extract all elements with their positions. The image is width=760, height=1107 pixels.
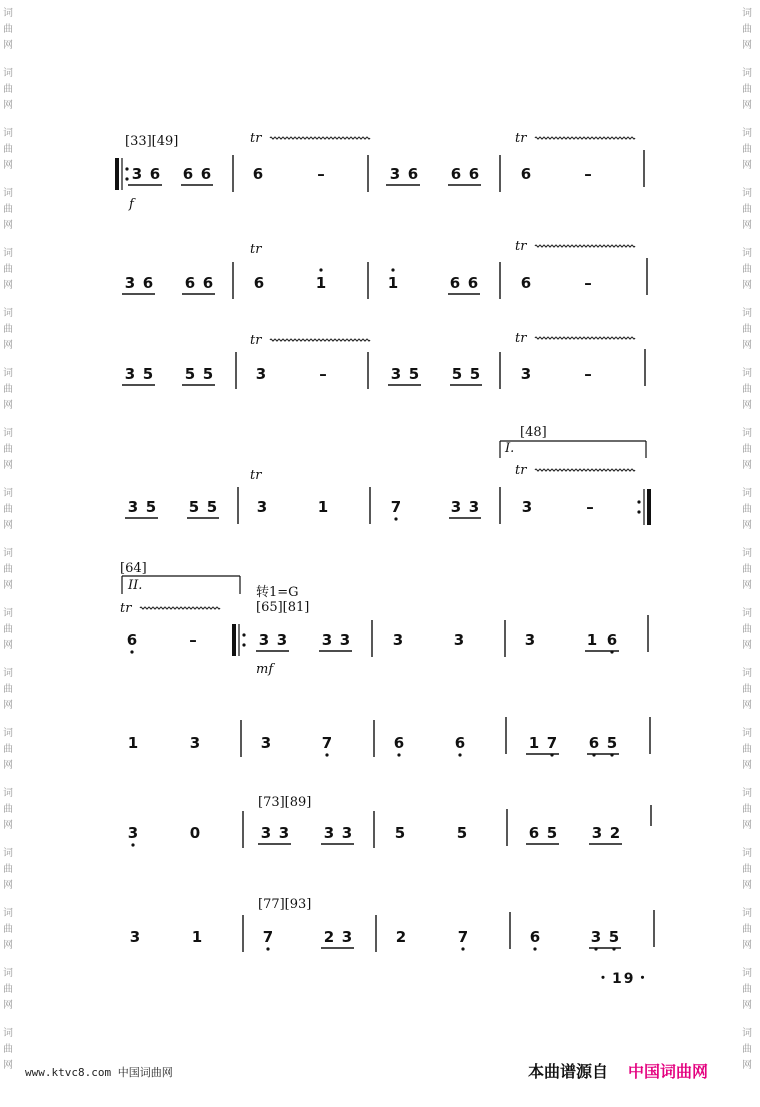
note: 6 <box>393 734 405 752</box>
note: 6 <box>253 274 265 292</box>
watermark-char: 曲 <box>3 84 13 95</box>
trill-wave <box>535 245 635 247</box>
note: 0 <box>189 824 201 842</box>
watermark-char: 曲 <box>742 1044 752 1055</box>
note: 3 <box>520 365 532 383</box>
watermark-char: 曲 <box>742 804 752 815</box>
watermark-char: 网 <box>742 400 752 411</box>
footer-source <box>528 1059 708 1082</box>
watermark-char: 词 <box>3 788 13 799</box>
watermark-char: 网 <box>742 940 752 951</box>
repeat-dot <box>242 633 245 636</box>
watermark-char: 网 <box>3 460 13 471</box>
repeat-dot <box>125 177 128 180</box>
note-dot-below <box>130 650 133 653</box>
watermark-char: 曲 <box>742 84 752 95</box>
watermark-char: 曲 <box>3 264 13 275</box>
trill-wave <box>535 469 635 471</box>
note: 6 <box>449 274 461 292</box>
note: 3 <box>341 928 353 946</box>
note: 1 <box>387 274 399 292</box>
repeat-dot <box>242 643 245 646</box>
note: 5 <box>451 365 463 383</box>
note: 7 <box>321 734 333 752</box>
watermark-char: 网 <box>742 340 752 351</box>
watermark-char: 曲 <box>742 144 752 155</box>
watermark-char: 网 <box>742 1000 752 1011</box>
watermark-char: 网 <box>3 640 13 651</box>
note: 6 <box>149 165 161 183</box>
watermark-char: 网 <box>742 880 752 891</box>
note: 3 <box>260 734 272 752</box>
rehearsal-mark: [73][89] <box>258 795 312 810</box>
note: 6 <box>520 165 532 183</box>
watermark-char: 曲 <box>3 624 13 635</box>
watermark-char: 词 <box>3 908 13 919</box>
note: – <box>586 498 594 516</box>
note: 2 <box>609 824 621 842</box>
note: 6 <box>520 274 532 292</box>
watermark-char: 网 <box>3 880 13 891</box>
note: – <box>319 365 327 383</box>
note: 5 <box>469 365 481 383</box>
watermark-char: 词 <box>3 188 13 199</box>
footer-source-name[interactable]: 中国词曲网 <box>628 1062 709 1081</box>
watermark-char: 网 <box>3 1060 13 1071</box>
dynamic-mf: mf <box>256 662 274 677</box>
trill-mark: tr <box>250 242 262 257</box>
watermark-char: 词 <box>3 128 13 139</box>
note: 6 <box>588 734 600 752</box>
note: 5 <box>456 824 468 842</box>
watermark-char: 曲 <box>3 984 13 995</box>
trill-mark: tr <box>120 601 132 616</box>
watermark-char: 曲 <box>742 324 752 335</box>
watermark-char: 词 <box>742 548 752 559</box>
watermark-char: 词 <box>3 428 13 439</box>
watermark-char: 曲 <box>3 384 13 395</box>
trill-mark: tr <box>515 239 527 254</box>
watermark-char: 网 <box>3 220 13 231</box>
watermark-char: 曲 <box>742 444 752 455</box>
watermark-char: 网 <box>3 1000 13 1011</box>
watermark-char: 曲 <box>3 444 13 455</box>
watermark-char: 网 <box>742 280 752 291</box>
watermark-char: 网 <box>742 460 752 471</box>
watermark-char: 词 <box>742 248 752 259</box>
watermark-char: 词 <box>742 368 752 379</box>
watermark-char: 网 <box>742 520 752 531</box>
repeat-dot <box>637 510 640 513</box>
rehearsal-mark: [33][49] <box>125 134 179 149</box>
note: 6 <box>202 274 214 292</box>
watermark-char: 网 <box>3 400 13 411</box>
note: 3 <box>468 498 480 516</box>
note: 3 <box>453 631 465 649</box>
note-dot-below <box>266 947 269 950</box>
note: 5 <box>206 498 218 516</box>
note: – <box>584 165 592 183</box>
watermark-char: 曲 <box>3 564 13 575</box>
rehearsal-mark: [77][93] <box>258 897 312 912</box>
note: 5 <box>546 824 558 842</box>
watermark-char: 曲 <box>3 1044 13 1055</box>
watermark-char: 网 <box>3 820 13 831</box>
note: 6 <box>606 631 618 649</box>
watermark-char: 曲 <box>742 24 752 35</box>
watermark-char: 网 <box>742 640 752 651</box>
watermark-char: 词 <box>742 428 752 439</box>
note: 3 <box>256 498 268 516</box>
note: 3 <box>590 928 602 946</box>
note: 3 <box>389 165 401 183</box>
note: 7 <box>390 498 402 516</box>
footer-site-name: 中国词曲网 <box>117 1066 173 1079</box>
note: 5 <box>606 734 618 752</box>
dynamic-f: f <box>129 197 134 212</box>
note: 3 <box>339 631 351 649</box>
note: 3 <box>258 631 270 649</box>
volta-first: I. <box>505 441 515 456</box>
note: 5 <box>184 365 196 383</box>
trill-mark: tr <box>515 331 527 346</box>
note-dot-below <box>461 947 464 950</box>
trill-mark: tr <box>515 463 527 478</box>
note: 3 <box>450 498 462 516</box>
watermark-char: 曲 <box>3 744 13 755</box>
footer-site[interactable] <box>25 1064 173 1080</box>
key-change: 转1=G <box>256 585 299 600</box>
note: 6 <box>467 274 479 292</box>
note: 3 <box>341 824 353 842</box>
note: 6 <box>142 274 154 292</box>
watermark-char: 曲 <box>742 384 752 395</box>
watermark-char: 曲 <box>3 924 13 935</box>
watermark-char: 网 <box>742 760 752 771</box>
rehearsal-mark: [65][81] <box>256 600 310 615</box>
note: 5 <box>142 365 154 383</box>
note: 3 <box>524 631 536 649</box>
watermark-char: 网 <box>742 160 752 171</box>
watermark-char: 词 <box>3 8 13 19</box>
note: – <box>317 165 325 183</box>
watermark-char: 网 <box>3 160 13 171</box>
watermark-char: 网 <box>742 220 752 231</box>
watermark-char: 曲 <box>3 804 13 815</box>
note: 3 <box>124 274 136 292</box>
note: – <box>584 274 592 292</box>
watermark-char: 词 <box>742 788 752 799</box>
trill-mark: tr <box>515 131 527 146</box>
watermark-char: 曲 <box>3 864 13 875</box>
note: 6 <box>529 928 541 946</box>
trill-wave <box>140 607 220 609</box>
watermark-char: 词 <box>742 8 752 19</box>
note: 6 <box>454 734 466 752</box>
note: 1 <box>528 734 540 752</box>
watermark-char: 词 <box>3 68 13 79</box>
trill-mark: tr <box>250 131 262 146</box>
note: 2 <box>395 928 407 946</box>
note: 5 <box>608 928 620 946</box>
note: 6 <box>126 631 138 649</box>
note: 6 <box>468 165 480 183</box>
watermark-char: 词 <box>3 848 13 859</box>
watermark-char: 词 <box>742 488 752 499</box>
watermark-char: 词 <box>3 368 13 379</box>
watermark-char: 曲 <box>742 684 752 695</box>
page-number: ・19・ <box>596 971 652 987</box>
note: 3 <box>127 498 139 516</box>
watermark-char: 网 <box>742 100 752 111</box>
watermark-char: 曲 <box>742 504 752 515</box>
footer-source-label: 本曲谱源自 <box>528 1062 609 1081</box>
note: 3 <box>323 824 335 842</box>
trill-wave <box>535 137 635 139</box>
note: 3 <box>131 165 143 183</box>
note: 5 <box>202 365 214 383</box>
watermark-char: 词 <box>742 908 752 919</box>
note: 1 <box>315 274 327 292</box>
note: 5 <box>145 498 157 516</box>
note: 6 <box>528 824 540 842</box>
note-dot-below <box>394 517 397 520</box>
note: – <box>584 365 592 383</box>
watermark-char: 曲 <box>742 204 752 215</box>
note: 3 <box>189 734 201 752</box>
watermark-char: 词 <box>742 668 752 679</box>
watermark-char: 词 <box>742 188 752 199</box>
note-dot-above <box>319 268 322 271</box>
note: 3 <box>260 824 272 842</box>
note: 3 <box>390 365 402 383</box>
watermark-char: 曲 <box>742 264 752 275</box>
note: 3 <box>392 631 404 649</box>
note: 5 <box>188 498 200 516</box>
watermark-char: 网 <box>742 580 752 591</box>
trill-wave <box>535 337 635 339</box>
watermark-char: 网 <box>742 40 752 51</box>
note: 5 <box>394 824 406 842</box>
watermark-char: 词 <box>3 728 13 739</box>
watermark-char: 曲 <box>3 144 13 155</box>
watermark-char: 网 <box>3 280 13 291</box>
watermark-char: 词 <box>3 608 13 619</box>
note-dot-below <box>325 753 328 756</box>
watermark-char: 网 <box>742 1060 752 1071</box>
trill-mark: tr <box>250 468 262 483</box>
watermark-char: 网 <box>3 700 13 711</box>
note: – <box>189 631 197 649</box>
note: 3 <box>255 365 267 383</box>
watermark-char: 网 <box>3 100 13 111</box>
watermark-char: 词 <box>742 728 752 739</box>
trill-mark: tr <box>250 333 262 348</box>
note: 3 <box>278 824 290 842</box>
watermark-char: 网 <box>742 820 752 831</box>
note: 3 <box>127 824 139 842</box>
note: 1 <box>586 631 598 649</box>
watermark-char: 词 <box>742 968 752 979</box>
watermark-char: 网 <box>3 940 13 951</box>
repeat-dot <box>637 500 640 503</box>
watermark-char: 词 <box>3 548 13 559</box>
volta-second: II. <box>128 578 143 593</box>
watermark-char: 曲 <box>742 624 752 635</box>
watermark-char: 网 <box>3 580 13 591</box>
note: 6 <box>407 165 419 183</box>
note: 1 <box>127 734 139 752</box>
watermark-char: 网 <box>3 520 13 531</box>
note: 2 <box>323 928 335 946</box>
watermark-char: 曲 <box>742 864 752 875</box>
repeat-dot <box>125 167 128 170</box>
watermark-char: 网 <box>3 760 13 771</box>
watermark-char: 曲 <box>3 504 13 515</box>
watermark-char: 词 <box>3 488 13 499</box>
rehearsal-mark: [64] <box>120 561 147 576</box>
note: 3 <box>124 365 136 383</box>
watermark-char: 曲 <box>3 204 13 215</box>
watermark-char: 网 <box>742 700 752 711</box>
footer-site-url[interactable]: www.ktvc8.com <box>25 1066 112 1079</box>
watermark-char: 网 <box>3 340 13 351</box>
note: 6 <box>184 274 196 292</box>
note: 3 <box>591 824 603 842</box>
watermark-char: 词 <box>742 128 752 139</box>
note: 6 <box>182 165 194 183</box>
watermark-char: 词 <box>742 848 752 859</box>
note: 7 <box>457 928 469 946</box>
note: 6 <box>200 165 212 183</box>
watermark-char: 曲 <box>742 984 752 995</box>
watermark-char: 词 <box>3 1028 13 1039</box>
watermark-char: 曲 <box>742 564 752 575</box>
note: 3 <box>129 928 141 946</box>
note-dot-below <box>397 753 400 756</box>
note: 1 <box>191 928 203 946</box>
note: 7 <box>262 928 274 946</box>
watermark-char: 曲 <box>3 324 13 335</box>
watermark-char: 词 <box>3 248 13 259</box>
watermark-char: 词 <box>742 608 752 619</box>
note-dot-below <box>131 843 134 846</box>
trill-wave <box>270 137 370 139</box>
watermark-char: 曲 <box>742 744 752 755</box>
note: 7 <box>546 734 558 752</box>
watermark-char: 词 <box>3 308 13 319</box>
watermark-char: 词 <box>742 1028 752 1039</box>
watermark-char: 曲 <box>3 684 13 695</box>
watermark-char: 曲 <box>3 24 13 35</box>
note: 3 <box>276 631 288 649</box>
watermark-char: 网 <box>3 40 13 51</box>
watermark-char: 词 <box>3 968 13 979</box>
watermark-char: 词 <box>742 68 752 79</box>
note: 1 <box>317 498 329 516</box>
watermark-char: 曲 <box>742 924 752 935</box>
note-dot-above <box>391 268 394 271</box>
watermark-char: 词 <box>742 308 752 319</box>
trill-wave <box>270 339 370 341</box>
note: 3 <box>321 631 333 649</box>
note-dot-below <box>458 753 461 756</box>
note: 6 <box>252 165 264 183</box>
note: 6 <box>450 165 462 183</box>
note: 3 <box>521 498 533 516</box>
rehearsal-mark: [48] <box>520 425 547 440</box>
note: 5 <box>408 365 420 383</box>
watermark-char: 词 <box>3 668 13 679</box>
note-dot-below <box>533 947 536 950</box>
